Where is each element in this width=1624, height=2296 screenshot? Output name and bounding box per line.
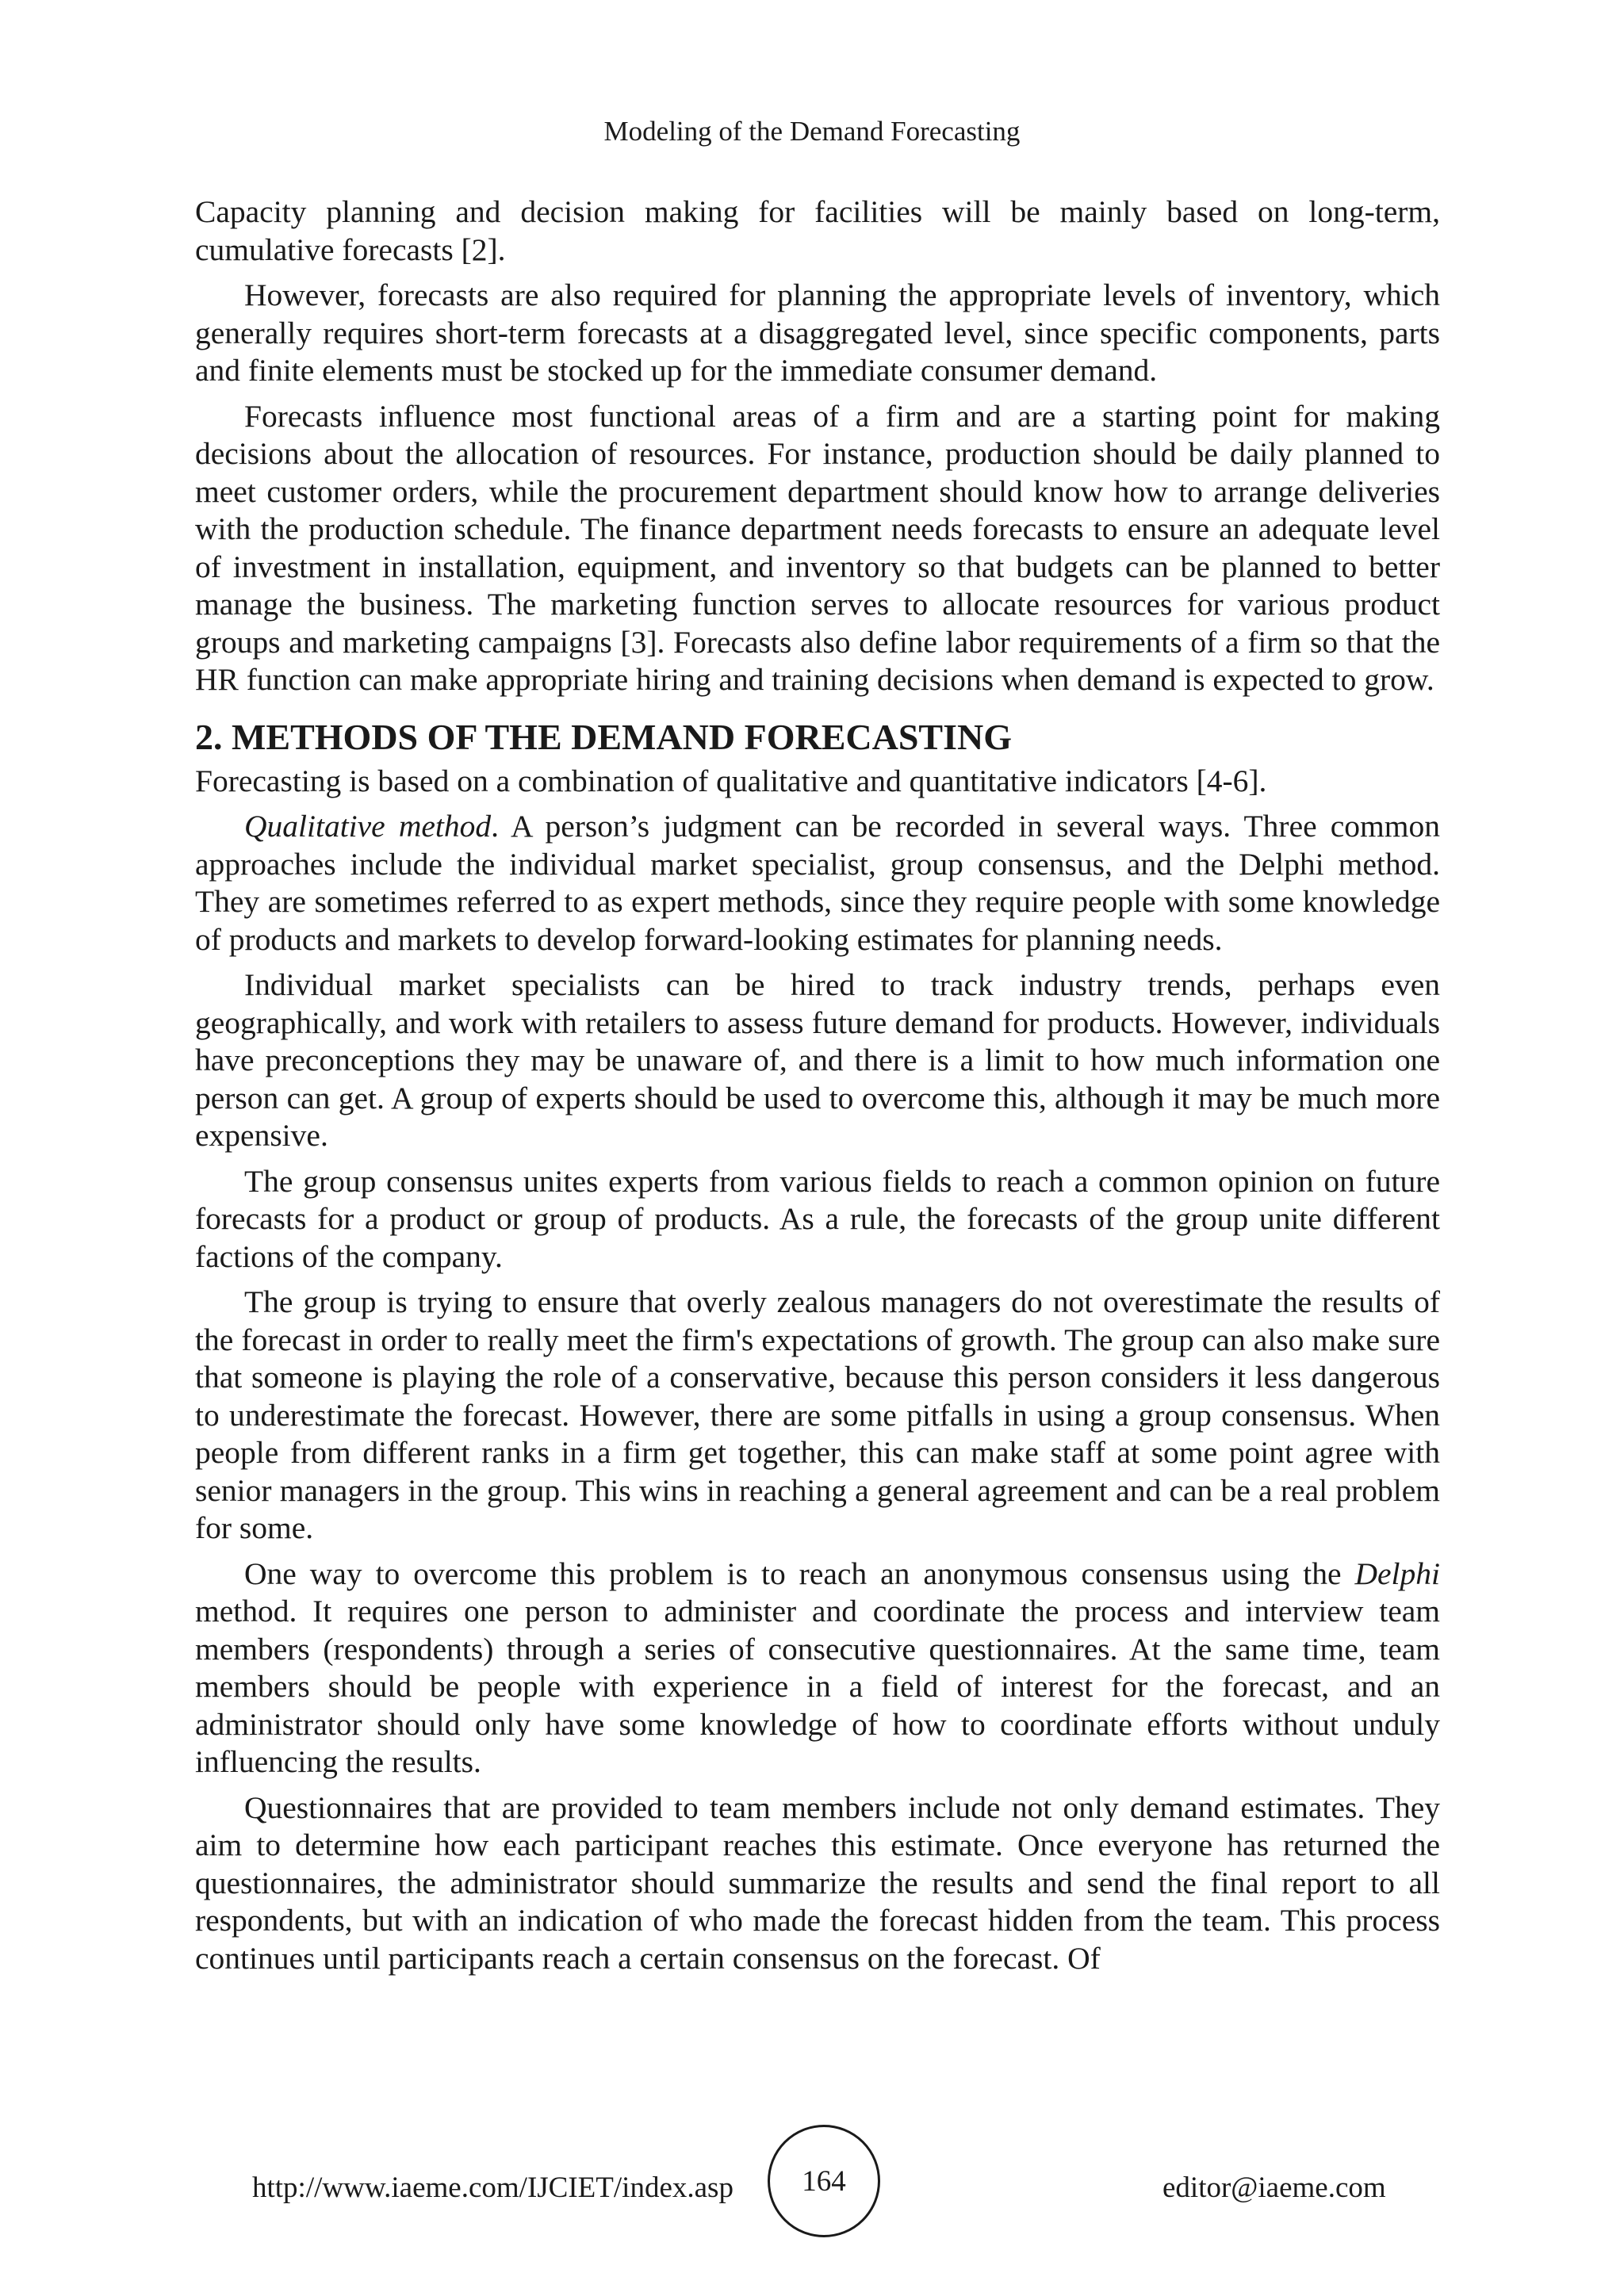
paragraph-group-pitfalls: The group is trying to ensure that overly zealous managers do not overestimate the results of the forecast in order to really meet the firm's expectations of growth. The group can also make sure that someone is playing the role of a conservative, because this person considers it less dangerous to underestimate the forecast. However, there are some pitfalls in using a group consensus. When people from different ranks in a firm get together, this can make staff at some point agree with senior managers in the group. This wins in reaching a general agreement and can be a real problem for some. bbox=[195, 1284, 1440, 1545]
qualitative-method-text: . A person’s judgment can be recorded in several ways. Three common approaches include the individual market specialist, group consensus, and the Delphi method. They are sometimes referred to as expert methods, since they require people with some knowledge of products and markets to develop forward-looking estimates for planning needs. bbox=[195, 809, 1441, 957]
delphi-text-rest: method. It requires one person to administer and coordinate the process and interview team members (respondents) through a series of consecutive questionnaires. At the same time, team members should be people with experience in a field of interest for the forecast, and an administrator should only have some knowledge of how to coordinate efforts without unduly influencing the results. bbox=[195, 1594, 1440, 1779]
page-body bbox=[195, 193, 1440, 1985]
page-footer bbox=[0, 2125, 1624, 2252]
paragraph-capacity-planning: Capacity planning and decision making for facilities will be mainly based on long-term, cumulative forecasts [2]. bbox=[195, 194, 1440, 267]
paragraph-questionnaires: Questionnaires that are provided to team members include not only demand estimates. They aim to determine how each participant reaches this estimate. Once everyone has returned the questionnaires, the administrator should summarize the results and send the final report to all respondents, but with an indication of who made the forecast hidden from the team. This process continues until participants reach a certain consensus on the forecast. Of bbox=[195, 1789, 1440, 1976]
paragraph-qualitative-method bbox=[195, 808, 1440, 959]
page-number: 164 bbox=[802, 2165, 846, 2198]
page-number-circle bbox=[768, 2125, 880, 2237]
running-header: Modeling of the Demand Forecasting bbox=[603, 116, 1021, 147]
section-heading: 2. METHODS OF THE DEMAND FORECASTING bbox=[195, 716, 1012, 757]
qualitative-method-term: Qualitative method bbox=[244, 809, 492, 844]
footer-url-link[interactable]: http://www.iaeme.com/IJCIET/index.asp bbox=[252, 2172, 733, 2204]
delphi-text-start: One way to overcome this problem is to reach an anonymous consensus using the bbox=[244, 1556, 1355, 1591]
paragraph-inventory: However, forecasts are also required for planning the appropriate levels of inventory, which generally requires short-term forecasts at a disaggregated level, since specific components, parts and finite elements must be stocked up for the immediate consumer demand. bbox=[195, 277, 1440, 388]
paragraph-forecasting-basis: Forecasting is based on a combination of qualitative and quantitative indicators [4-6]. bbox=[195, 763, 1267, 798]
delphi-term: Delphi bbox=[1354, 1556, 1440, 1591]
paragraph-functional-areas: Forecasts influence most functional areas of a firm and are a starting point for making decisions about the allocation of resources. For instance, production should be daily planned to meet customer orders, while the procurement department should know how to arrange deliveries with the production schedule. The finance department needs forecasts to ensure an adequate level of investment in installation, equipment, and inventory so that budgets can be planned to better manage the business. The marketing function serves to allocate resources for various product groups and marketing campaigns [3]. Forecasts also define labor requirements of a firm so that the HR function can make appropriate hiring and training decisions when demand is expected to grow. bbox=[195, 398, 1440, 697]
paragraph-delphi bbox=[195, 1556, 1440, 1781]
paragraph-market-specialists: Individual market specialists can be hired to track industry trends, perhaps even geographically, and work with retailers to assess future demand for products. However, individuals have preconceptions they may be unaware of, and there is a limit to how much information one person can get. A group of experts should be used to overcome this, although it may be much more expensive. bbox=[195, 967, 1440, 1153]
paragraph-group-consensus: The group consensus unites experts from various fields to reach a common opinion on future forecasts for a product or group of products. As a rule, the forecasts of the group unite different factions of the company. bbox=[195, 1163, 1440, 1274]
footer-email-link[interactable]: editor@iaeme.com bbox=[1162, 2172, 1386, 2204]
